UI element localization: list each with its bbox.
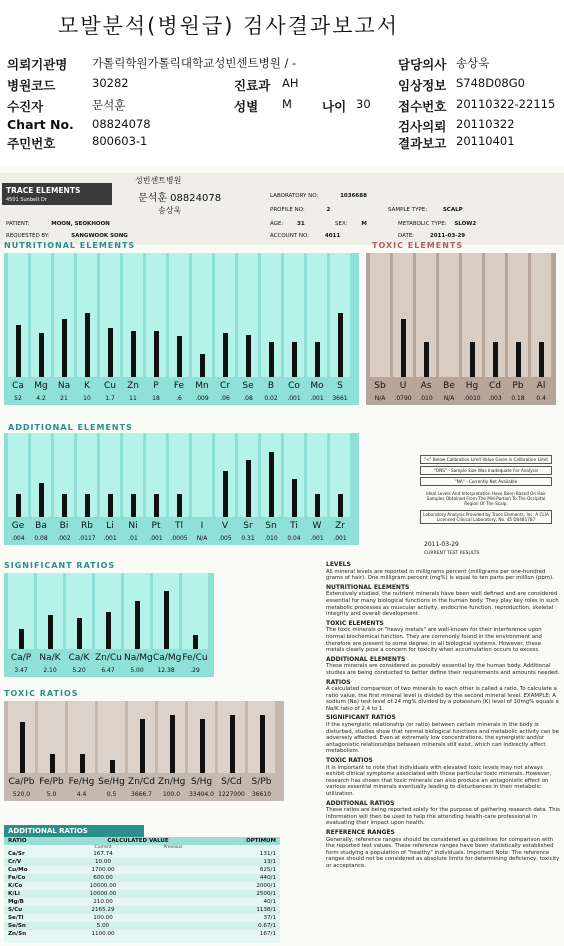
label-sr: Sr: [243, 521, 253, 531]
column-be: [439, 253, 459, 377]
bar-mn: [200, 354, 205, 377]
ratio-value: 167.74: [93, 851, 113, 857]
label-fe-cu: Fe/Cu: [182, 653, 208, 663]
report-patient: PATIENT: MOON, SEOKHOON: [6, 221, 110, 227]
value-fe: .6: [176, 395, 182, 402]
patient-value: 문석훈: [92, 98, 126, 112]
nutritional-chart: [4, 253, 359, 405]
ratio-value: 10.00: [94, 859, 111, 865]
chart-label: Chart No.: [7, 117, 74, 132]
value-rb: .0117: [78, 535, 96, 542]
ratio-name: Ca/Sr: [8, 851, 25, 857]
bar-li: [108, 494, 113, 517]
bar-mg: [39, 333, 44, 377]
current-results-label: CURRENT TEST RESULTS: [424, 551, 480, 556]
ratio-row: [4, 882, 280, 890]
toxic-ratios-chart: [4, 701, 284, 801]
legend-lab: Laboratory Analysis Provided by Trace Elements, Inc. A CLIA Licensed Clinical Laboratory, No. 45 D0481787: [420, 510, 552, 524]
note-text: If the synergistic relationship (or ratio) between certain minerals in the body is disturbed, studies show that normal biological functions and metabolic activity can be adversely affected. Even at extremely low concentrations, the synergistic and/or antagonistic relationships between minerals still exist, which can indirectly affect metabolism.: [326, 722, 559, 755]
col-opt: OPTIMUM: [246, 838, 276, 844]
label-ca-pb: Ca/Pb: [8, 777, 35, 787]
label-tl: Tl: [175, 521, 183, 531]
ratio-name: K/Li: [8, 891, 20, 897]
additional-ratios-table: [4, 837, 280, 943]
lab-no: LABORATORY NO: 1036688: [270, 193, 367, 199]
label-hg: Hg: [465, 381, 479, 391]
value-cr: .06: [220, 395, 230, 402]
value-zn-cu: 6.47: [101, 667, 115, 674]
value-ni: .01: [128, 535, 138, 542]
bar-fe-hg: [80, 754, 85, 773]
label-ca-mg: Ca/Mg: [153, 653, 182, 663]
bar-zn-hg: [170, 715, 175, 773]
report-sex: SEX: M: [335, 221, 367, 227]
bar-hg: [470, 342, 475, 377]
ratio-name: Mg/B: [8, 899, 24, 905]
bar-ca-mg: [164, 591, 169, 649]
ratio-row: [4, 906, 280, 914]
requested-by: REQUESTED BY: SANGWOOK SONG: [6, 233, 128, 239]
label-s-hg: S/Hg: [190, 777, 213, 787]
ratio-row: [4, 898, 280, 906]
ratio-optimum: 131/1: [259, 851, 276, 857]
value-v: .005: [218, 535, 232, 542]
label-pb: Pb: [512, 381, 524, 391]
ratio-name: Se/Sn: [8, 923, 26, 929]
ratio-value: 10000.00: [89, 883, 117, 889]
ratio-value: 1700.00: [91, 867, 115, 873]
value-i: N/A: [196, 535, 208, 542]
value-hg: .0010: [463, 395, 481, 402]
note-heading: NUTRITIONAL ELEMENTS: [326, 583, 410, 591]
ratio-name: Zn/Sn: [8, 931, 27, 937]
ratio-optimum: 1138/1: [256, 907, 276, 913]
additional-ratios-title: ADDITIONAL RATIOS: [4, 825, 144, 837]
col-calc: CALCULATED VALUE: [107, 838, 169, 844]
value-b: 0.02: [264, 395, 278, 402]
note-heading: ADDITIONAL ELEMENTS: [326, 655, 406, 663]
value-w: .001: [310, 535, 324, 542]
bar-na-k: [48, 615, 53, 649]
bar-bi: [62, 494, 67, 517]
ratio-optimum: 2500/1: [256, 891, 276, 897]
lab-logo: TRACE ELEMENTS 4501 Sunbelt Dr: [2, 183, 112, 205]
ratio-row: [4, 850, 280, 858]
label-co: Co: [288, 381, 300, 391]
label-sb: Sb: [374, 381, 386, 391]
legend-calibration: "<" Below Calibration Limit Value Given is Calibration Limit: [420, 455, 552, 464]
label-fe: Fe: [173, 381, 185, 391]
value-s-cd: 1227000: [218, 791, 245, 798]
value-u: .0790: [394, 395, 412, 402]
bar-fe-cu: [193, 635, 198, 649]
value-mn: .009: [195, 395, 209, 402]
ratio-row: [4, 922, 280, 930]
nutritional-title: NUTRITIONAL ELEMENTS: [4, 241, 136, 250]
note-heading: REFERENCE RANGES: [326, 828, 395, 836]
note-heading: TOXIC ELEMENTS: [326, 619, 384, 627]
ratio-optimum: 37/1: [263, 915, 276, 921]
label-zn: Zn: [127, 381, 139, 391]
label-mg: Mg: [34, 381, 48, 391]
col-ratio: RATIO: [8, 838, 27, 844]
label-ni: Ni: [128, 521, 138, 531]
institution-value: 가톨릭학원가톨릭대학교성빈센트병원 / -: [92, 56, 297, 70]
bar-ca-p: [19, 629, 24, 649]
value-as: .010: [419, 395, 433, 402]
hospital-code-label: 병원코드: [7, 78, 56, 93]
label-zr: Zr: [335, 521, 345, 531]
value-tl: .0005: [170, 535, 188, 542]
notes-column: [326, 559, 560, 870]
value-ba: 0.08: [34, 535, 48, 542]
col-previous: Previous: [163, 845, 183, 850]
note-text: These ratios are being reported solely for the purpose of gathering research data. This information will then be used to help the attending health-care professional in evaluating their impact upon health.: [326, 807, 560, 827]
label-ti: Ti: [290, 521, 298, 531]
id-label: 주민번호: [7, 136, 56, 151]
label-v: V: [221, 521, 229, 531]
request-label: 검사의뢰: [398, 119, 447, 134]
value-se-hg: 0.5: [106, 791, 117, 798]
toxic-ratios-title: TOXIC RATIOS: [4, 689, 79, 698]
label-be: Be: [443, 381, 455, 391]
col-current: Current: [94, 845, 112, 850]
profile-no: PROFILE NO: 2: [270, 207, 331, 213]
label-s-pb: S/Pb: [251, 777, 272, 787]
value-na-mg: 5.00: [130, 667, 144, 674]
value-fe-pb: 5.0: [46, 791, 57, 798]
label-ca-k: Ca/K: [68, 653, 90, 663]
bar-w: [315, 494, 320, 517]
ratio-optimum: 167/1: [259, 931, 276, 937]
hospital-code-value: 30282: [92, 76, 129, 90]
account-no: ACCOUNT NO: 4011: [270, 233, 341, 239]
value-s-hg: 33404.0: [189, 791, 214, 798]
label-cu: Cu: [104, 381, 116, 391]
label-u: U: [399, 381, 407, 391]
ratio-value: 5.00: [96, 923, 110, 929]
label-mn: Mn: [195, 381, 209, 391]
value-k: 10: [83, 395, 91, 402]
ratio-optimum: 0.67/1: [258, 923, 276, 929]
label-se-hg: Se/Hg: [98, 777, 125, 787]
bar-zn: [131, 331, 136, 377]
bar-sr: [246, 460, 251, 517]
value-al: 0.4: [536, 395, 546, 402]
value-cu: 1.7: [105, 395, 115, 402]
toxic-title: TOXIC ELEMENTS: [372, 241, 464, 250]
note-heading: LEVELS: [326, 561, 351, 568]
result-label: 결과보고: [398, 136, 447, 151]
additional-title: ADDITIONAL ELEMENTS: [8, 423, 133, 432]
label-pt: Pt: [151, 521, 161, 531]
note-text: All mineral levels are reported in milligrams percent (milligrams per one-hundred grams of hair). One milligram percent (mg%) is equal to ten parts per million (ppm).: [326, 568, 554, 582]
label-cr: Cr: [220, 381, 230, 391]
bar-s-hg: [200, 719, 205, 773]
bar-zn-cd: [140, 719, 145, 773]
bar-ca: [16, 325, 21, 377]
bar-ca-pb: [20, 722, 25, 773]
stamp-patient: 문석훈 08824078: [138, 193, 222, 204]
ratio-optimum: 440/1: [259, 875, 276, 881]
toxic-chart: [366, 253, 556, 405]
scanned-report: [0, 165, 564, 946]
label-zn-cu: Zn/Cu: [95, 653, 122, 663]
receipt-label: 접수번호: [398, 99, 447, 114]
ratio-optimum: 625/1: [259, 867, 276, 873]
label-k: K: [84, 381, 90, 391]
label-b: B: [267, 381, 275, 391]
label-al: Al: [536, 381, 546, 391]
bar-tl: [177, 494, 182, 517]
value-zn-hg: 100.0: [162, 791, 181, 798]
bar-b: [269, 342, 274, 377]
ratio-row: [4, 874, 280, 882]
doctor-label: 담당의사: [398, 57, 447, 72]
legend-na: "NA" - Currently Not Available: [420, 477, 552, 486]
bar-cu: [108, 328, 113, 377]
sex-value: M: [282, 97, 292, 111]
bar-ni: [131, 494, 136, 517]
label-mo: Mo: [310, 381, 324, 391]
bar-na-mg: [135, 601, 140, 649]
bar-ti: [292, 479, 297, 517]
bar-s-cd: [230, 715, 235, 773]
value-mg: 4.2: [36, 395, 46, 402]
value-li: .001: [103, 535, 117, 542]
bar-se-hg: [110, 760, 115, 773]
ratio-optimum: 13/1: [263, 859, 276, 865]
value-zn: 11: [129, 395, 137, 402]
ratio-optimum: 2000/1: [256, 883, 276, 889]
bar-s-pb: [260, 715, 265, 773]
label-cd: Cd: [489, 381, 501, 391]
label-p: P: [153, 381, 159, 391]
age-value: 30: [356, 97, 371, 111]
bar-fe-pb: [50, 754, 55, 773]
label-ba: Ba: [35, 521, 47, 531]
label-s-cd: S/Cd: [221, 777, 242, 787]
clinical-value: S748D08G0: [456, 76, 525, 90]
bar-rb: [85, 494, 90, 517]
ratio-name: Fe/Co: [8, 875, 26, 881]
label-i: I: [200, 521, 204, 531]
result-value: 20110401: [456, 134, 515, 148]
legend-ons: "ONS" - Sample Size Was Inadequate For Analysis: [420, 466, 552, 475]
value-sr: 0.31: [241, 535, 255, 542]
request-value: 20110322: [456, 117, 515, 131]
value-ti: 0.04: [287, 535, 301, 542]
value-ca-mg: 12.38: [157, 667, 175, 674]
legend-box: [420, 455, 552, 555]
bar-ca-k: [77, 618, 82, 649]
label-ge: Ge: [11, 521, 25, 531]
institution-label: 의뢰기관명: [7, 57, 68, 72]
ratio-value: 10000.00: [89, 891, 117, 897]
value-sn: .010: [264, 535, 278, 542]
bar-zr: [338, 494, 343, 517]
column-i: [192, 433, 212, 517]
label-ca: Ca: [12, 381, 24, 391]
value-co: .001: [287, 395, 301, 402]
value-ge: .004: [11, 535, 25, 542]
bar-as: [424, 342, 429, 377]
note-heading: SIGNIFICANT RATIOS: [326, 714, 396, 722]
value-ca-k: 5.20: [72, 667, 86, 674]
label-s: S: [337, 381, 343, 391]
value-p: 18: [152, 395, 160, 402]
bar-zn-cu: [106, 612, 111, 649]
ratio-name: Cu/Mo: [8, 867, 28, 873]
ratio-row: [4, 914, 280, 922]
value-pt: .001: [149, 535, 163, 542]
page-title: 모발분석(병원급) 검사결과보고서: [58, 14, 400, 38]
significant-chart: [4, 573, 214, 677]
value-fe-hg: 4.4: [76, 791, 87, 798]
ratio-name: K/Co: [8, 883, 23, 889]
bar-na: [62, 319, 67, 377]
note-heading: ADDITIONAL RATIOS: [326, 799, 395, 807]
ratio-optimum: 40/1: [263, 899, 276, 905]
bar-sn: [269, 452, 274, 517]
receipt-value: 20110322-22115: [456, 97, 556, 111]
ratio-value: 1100.00: [91, 931, 115, 937]
clinical-label: 임상정보: [398, 78, 447, 93]
bar-pt: [154, 494, 159, 517]
label-zn-hg: Zn/Hg: [158, 777, 186, 787]
value-fe-cu: .29: [190, 667, 200, 674]
bar-co: [292, 342, 297, 377]
value-s-pb: 36610: [251, 791, 272, 798]
id-value: 800603-1: [92, 134, 148, 148]
label-bi: Bi: [59, 521, 69, 531]
stamp-doctor: 송상욱: [158, 206, 182, 215]
current-date: 2011-03-29: [424, 541, 459, 548]
value-se: .08: [243, 395, 253, 402]
note-text: Generally, reference ranges should be considered as guidelines for comparison with the reported test values. These reference ranges have been statistically established form studying a population of "healthy" individuals. Important Note: The reference ranges should not be considered as absolute limits for determining deficiency, toxicity or acceptance.: [326, 836, 560, 869]
label-zn-cd: Zn/Cd: [128, 777, 155, 787]
ratio-row: [4, 866, 280, 874]
value-sb: N/A: [374, 395, 386, 402]
note-text: It is important to note that individuals with elevated toxic levels may not always exhibit clinical symptoms associated with those particular toxic minerals. However, research has shown that toxic minerals can also produce an antagonistic effect on various essential minerals eventually leading to disturbances in their metabolic utilization.: [326, 764, 552, 797]
bar-u: [401, 319, 406, 377]
value-zr: .001: [333, 535, 347, 542]
report-info-band: [0, 173, 564, 245]
value-be: N/A: [443, 395, 455, 402]
ratio-row: [4, 890, 280, 898]
bar-se: [246, 335, 251, 377]
note-text: Extensively studied, the nutrient minerals have been well defined and are considered essential for many biological functions in the human body. They play key roles in such metabolic processes as muscular activity, endocrine function, reproduction, skeletal integrity and overall development.: [326, 591, 559, 618]
ratio-value: 600.00: [93, 875, 113, 881]
ratio-value: 100.00: [93, 915, 113, 921]
bar-ge: [16, 494, 21, 517]
additional-chart: [4, 433, 359, 545]
label-li: Li: [106, 521, 114, 531]
value-pb: 0.18: [511, 395, 525, 402]
value-ca-p: 3.47: [14, 667, 28, 674]
label-na-k: Na/K: [39, 653, 61, 663]
sample-type: SAMPLE TYPE: SCALP: [388, 207, 463, 213]
value-zn-cd: 3666.7: [131, 791, 152, 798]
sex-label: 성별: [234, 99, 259, 114]
ratio-name: Se/Tl: [8, 915, 24, 921]
patient-label: 수진자: [7, 99, 44, 114]
label-fe-hg: Fe/Hg: [68, 777, 95, 787]
value-na: 21: [60, 395, 68, 402]
report-age: AGE: 31: [270, 221, 305, 227]
label-sn: Sn: [265, 521, 277, 531]
ratio-name: S/Cu: [8, 907, 23, 913]
bar-al: [539, 342, 544, 377]
column-sb: [370, 253, 390, 377]
label-na-mg: Na/Mg: [124, 653, 153, 663]
ratio-name: Cr/V: [8, 859, 22, 865]
label-ca-p: Ca/P: [10, 653, 32, 663]
value-bi: .002: [57, 535, 71, 542]
bar-k: [85, 313, 90, 377]
note-text: The toxic minerals or "heavy metals" are well-known for their interference upon normal biochemical function. They are commonly found in the environment and therefore are present to some degree, in all biological systems. However, these metals clearly pose a concern for toxicity when accumulation occurs to excess.: [326, 627, 542, 654]
value-mo: .001: [310, 395, 324, 402]
chart-value: 08824078: [92, 117, 151, 131]
label-se: Se: [242, 381, 254, 391]
value-ca: 52: [14, 395, 22, 402]
bar-fe: [177, 336, 182, 377]
note-text: These minerals are considered as possibly essential by the human body. Additional studies are being conducted to better define their requirements and amounts needed.: [326, 663, 560, 676]
note-text: A calculated comparison of two minerals to each other is called a ratio. To calculate a ratio value, the first mineral level is divided by the second mineral level. EXAMPLE: A sodium (Na) test level of 24 mg% divided by a potassium (K) level of 10mg% equals a Na/K ratio of 2.4 to 1.: [326, 686, 559, 712]
label-as: As: [420, 381, 432, 391]
value-s: 3661: [332, 395, 348, 402]
label-w: W: [312, 521, 322, 531]
value-na-k: 2.10: [43, 667, 57, 674]
bar-pb: [516, 342, 521, 377]
bar-mo: [315, 342, 320, 377]
value-cd: .003: [488, 395, 502, 402]
doctor-value: 송상욱: [456, 56, 490, 70]
value-ca-pb: 520.0: [12, 791, 31, 798]
note-heading: TOXIC RATIOS: [326, 757, 373, 765]
stamp-hospital: 성빈센트병원: [135, 176, 182, 185]
metabolic-type: METABOLIC TYPE: SLOW2: [398, 221, 477, 227]
age-label: 나이: [322, 99, 347, 114]
label-na: Na: [57, 381, 71, 391]
dept-label: 진료과: [234, 78, 271, 93]
ratio-value: 210.00: [93, 899, 113, 905]
bar-v: [223, 471, 228, 517]
dept-value: AH: [282, 76, 299, 90]
bar-s: [338, 313, 343, 377]
significant-title: SIGNIFICANT RATIOS: [4, 561, 116, 570]
bar-ba: [39, 483, 44, 517]
label-rb: Rb: [81, 521, 93, 531]
legend-ideal: Ideal Levels And Interpretation Have Been Based On Hair Samples Obtained From The Mid-Portion To The Occipital Region Of The Scalp.: [425, 491, 547, 506]
report-date: DATE: 2011-03-29: [398, 233, 466, 239]
bar-cd: [493, 342, 498, 377]
note-heading: RATIOS: [326, 678, 351, 686]
ratio-row: [4, 930, 280, 938]
ratio-row: [4, 858, 280, 866]
ratio-value: 2165.29: [91, 907, 115, 913]
bar-p: [154, 331, 159, 377]
label-fe-pb: Fe/Pb: [39, 777, 64, 787]
bar-cr: [223, 333, 228, 377]
